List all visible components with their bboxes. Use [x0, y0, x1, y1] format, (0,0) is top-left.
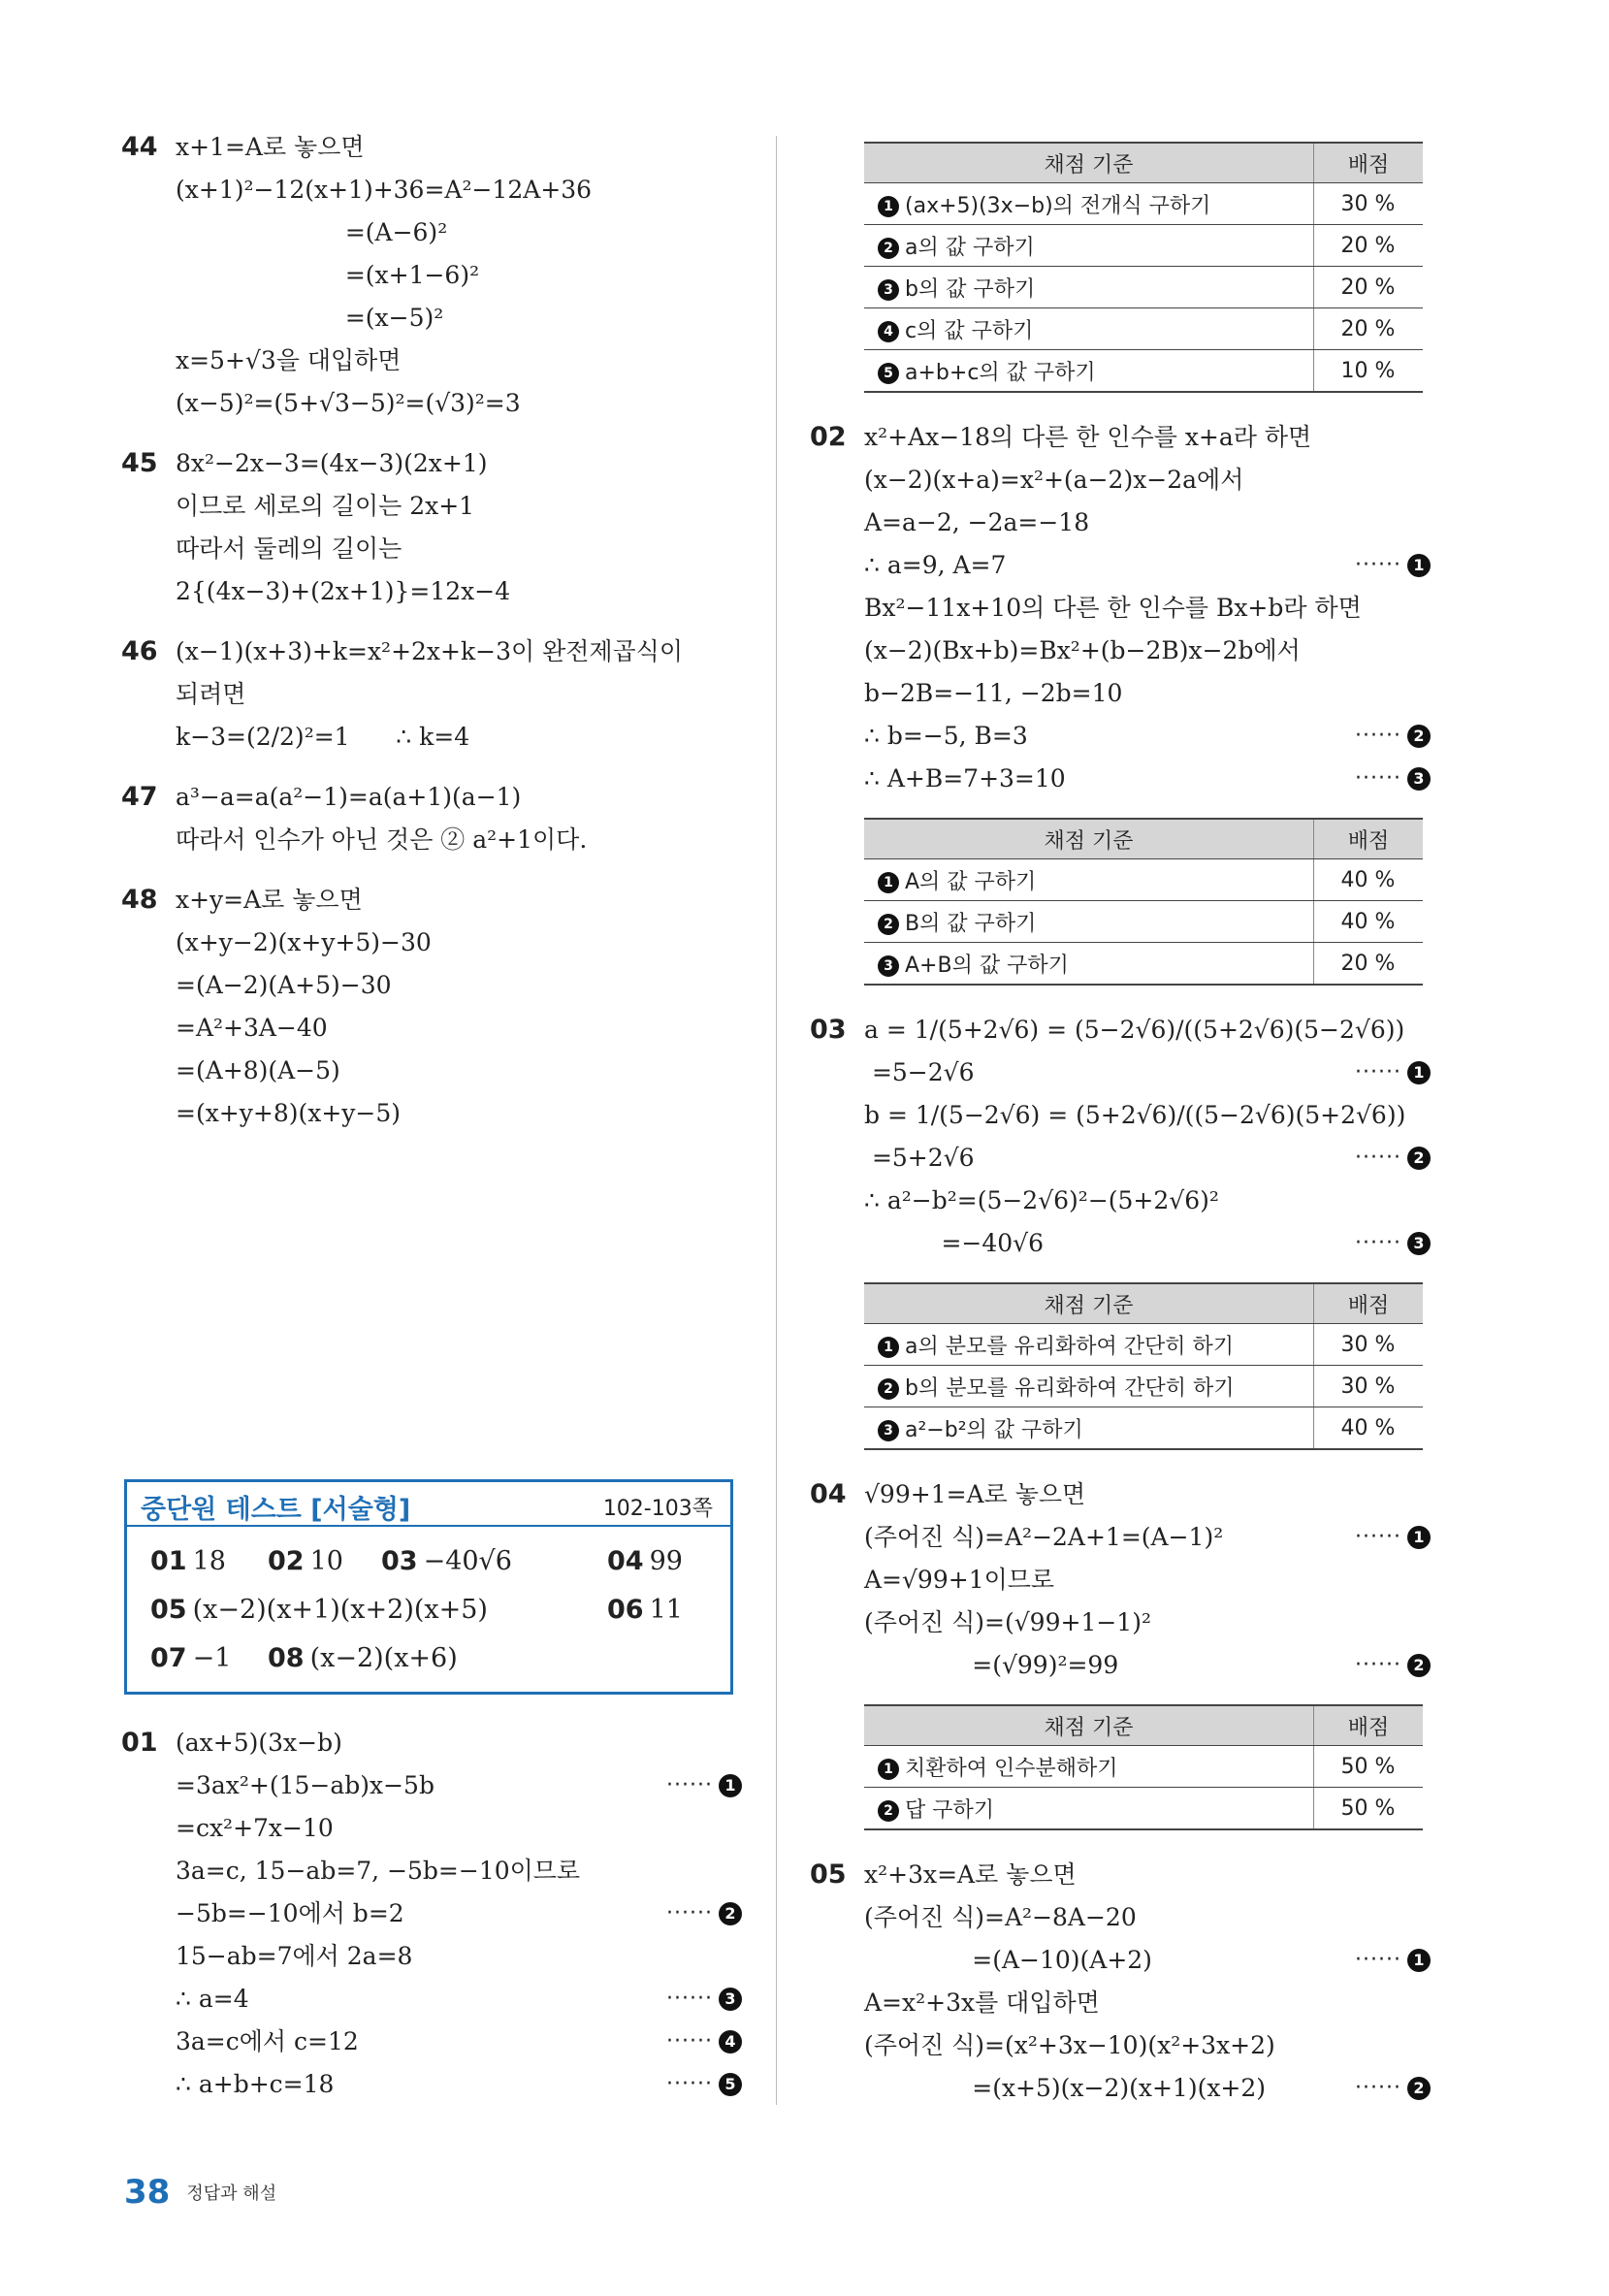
solution-text: A=x²+3x를 대입하면 — [864, 1989, 1100, 2017]
step-number-icon: 2 — [878, 238, 899, 259]
solution-line — [864, 1051, 1431, 1094]
solution-line — [176, 1764, 742, 1807]
solution-line — [864, 1473, 1431, 1516]
problem-number: 03 — [810, 1015, 847, 1045]
solution-text: a = 1/(5+2√6) = (5−2√6)/((5+2√6)(5−2√6)) — [864, 1016, 1405, 1044]
solution-text: √99+1=A로 놓으면 — [864, 1480, 1086, 1508]
solution-line — [176, 1850, 742, 1892]
solution-text: =(A−6)² — [176, 218, 448, 246]
step-marker — [1355, 2067, 1431, 2110]
solution-text: =3ax²+(15−ab)x−5b — [176, 1771, 434, 1799]
problem-body — [864, 1854, 1431, 2110]
score-header: 배점 — [1314, 1705, 1424, 1746]
solution-line — [176, 2021, 742, 2063]
solution-line — [176, 528, 742, 570]
score-header: 배점 — [1314, 1283, 1424, 1324]
solution-line — [864, 1939, 1431, 1982]
solution-text: −5b=−10에서 b=2 — [176, 1899, 404, 1927]
problem-number: 48 — [121, 885, 158, 915]
score-cell: 30 % — [1314, 183, 1424, 225]
solution-text: ∴ a²−b²=(5−2√6)²−(5+2√6)² — [864, 1186, 1219, 1214]
mid-unit-test-box — [124, 1479, 733, 1695]
step-marker — [666, 2063, 742, 2106]
step-marker — [1355, 1051, 1431, 1094]
step-number-icon: 2 — [1407, 2077, 1431, 2100]
step-dots: ······ — [666, 1901, 713, 1925]
grading-row — [864, 267, 1423, 308]
step-number-icon: 2 — [878, 1378, 899, 1400]
step-number-icon: 1 — [1407, 1061, 1431, 1084]
solution-text: ∴ a+b+c=18 — [176, 2070, 335, 2098]
problem-number: 47 — [121, 782, 158, 812]
criteria-cell — [864, 308, 1314, 350]
score-cell: 20 % — [1314, 943, 1424, 986]
solution-text: 8x²−2x−3=(4x−3)(2x+1) — [176, 449, 488, 477]
solution-text: (주어진 식)=(√99+1−1)² — [864, 1608, 1151, 1636]
score-cell: 50 % — [1314, 1788, 1424, 1830]
solution-text: b−2B=−11, −2b=10 — [864, 679, 1123, 707]
step-marker — [1355, 1222, 1431, 1265]
grading-table — [864, 1282, 1423, 1450]
step-number-icon: 1 — [1407, 554, 1431, 577]
solution-line — [864, 1601, 1431, 1644]
step-marker — [1355, 758, 1431, 800]
solution-text: 3a=c, 15−ab=7, −5b=−10이므로 — [176, 1857, 581, 1885]
criteria-text: b의 분모를 유리화하여 간단히 하기 — [905, 1375, 1235, 1401]
step-number-icon: 2 — [719, 1902, 742, 1925]
solution-text: 따라서 인수가 아닌 것은 ② a²+1이다. — [176, 825, 588, 854]
solution-text: (x−2)(x+a)=x²+(a−2)x−2a에서 — [864, 466, 1244, 494]
solution-text: =(A−2)(A+5)−30 — [176, 971, 392, 999]
solution-text: Bx²−11x+10의 다른 한 인수를 Bx+b라 하면 — [864, 594, 1362, 622]
score-cell: 30 % — [1314, 1366, 1424, 1407]
right-column — [810, 136, 1431, 2127]
solution-text: =5+2√6 — [864, 1144, 975, 1172]
step-dots: ······ — [1355, 2076, 1401, 2100]
grading-row — [864, 943, 1423, 986]
step-number-icon: 3 — [878, 279, 899, 301]
answer-item: 01 18 — [150, 1546, 226, 1576]
criteria-header: 채점 기준 — [864, 143, 1314, 183]
solution-line — [176, 570, 742, 613]
solution-line — [176, 922, 742, 964]
solution-line — [176, 1892, 742, 1935]
step-number-icon: 2 — [1407, 725, 1431, 748]
score-cell: 40 % — [1314, 901, 1424, 943]
step-number-icon: 5 — [878, 363, 899, 384]
grading-row — [864, 308, 1423, 350]
solution-line — [176, 382, 742, 425]
grading-table — [864, 142, 1423, 393]
grading-row — [864, 1366, 1423, 1407]
solution-line — [176, 254, 742, 297]
problem-body — [176, 442, 742, 613]
solution-line — [864, 544, 1431, 587]
step-number-icon: 3 — [878, 955, 899, 977]
step-marker — [1355, 1939, 1431, 1982]
step-number-icon: 3 — [1407, 767, 1431, 791]
step-dots: ······ — [1355, 1653, 1401, 1677]
answer-item: 06 11 — [607, 1595, 683, 1625]
solution-line — [864, 1009, 1431, 1051]
solution-line — [176, 442, 742, 485]
solution-text: =−40√6 — [864, 1229, 1045, 1257]
criteria-cell — [864, 1788, 1314, 1830]
problem-number: 45 — [121, 448, 158, 478]
column-divider — [776, 136, 777, 2105]
solution-line — [864, 1137, 1431, 1180]
solution-line — [864, 1180, 1431, 1222]
solution-line — [864, 715, 1431, 758]
solution-text: k−3=(2/2)²=1 ∴ k=4 — [176, 723, 470, 751]
problem-45 — [121, 442, 742, 613]
solution-text: (x+1)²−12(x+1)+36=A²−12A+36 — [176, 176, 593, 204]
problem-03 — [810, 1009, 1431, 1265]
step-number-icon: 1 — [1407, 1949, 1431, 1972]
solution-text: (주어진 식)=A²−2A+1=(A−1)² — [864, 1523, 1224, 1551]
solution-text: =(√99)²=99 — [864, 1651, 1119, 1679]
solution-text: (주어진 식)=(x²+3x−10)(x²+3x+2) — [864, 2031, 1275, 2059]
solution-line — [176, 1807, 742, 1850]
score-cell: 30 % — [1314, 1324, 1424, 1366]
step-dots: ······ — [666, 2029, 713, 2053]
problem-body — [864, 1009, 1431, 1265]
problem-body — [176, 879, 742, 1135]
solution-line — [176, 1007, 742, 1050]
solution-line — [176, 964, 742, 1007]
answer-item: 04 99 — [607, 1546, 683, 1576]
criteria-text: 치환하여 인수분해하기 — [905, 1756, 1118, 1781]
problem-number: 46 — [121, 636, 158, 666]
solution-text: =(x+y+8)(x+y−5) — [176, 1099, 402, 1127]
solution-line — [176, 126, 742, 169]
footer-label: 정답과 해설 — [186, 2183, 277, 2204]
grading-row — [864, 350, 1423, 393]
solution-text: x²+3x=A로 놓으면 — [864, 1860, 1077, 1889]
solution-text: (x−5)²=(5+√3−5)²=(√3)²=3 — [176, 389, 521, 417]
answer-item: 03 −40√6 — [381, 1546, 512, 1576]
page-footer — [124, 2173, 276, 2212]
solution-line — [864, 1854, 1431, 1896]
problem-01 — [121, 1722, 742, 2106]
solution-line — [864, 2067, 1431, 2110]
solution-text: =(x−5)² — [176, 304, 444, 332]
solution-line — [864, 501, 1431, 544]
step-marker — [1355, 715, 1431, 758]
left-column — [121, 126, 742, 1152]
score-header: 배점 — [1314, 819, 1424, 859]
step-number-icon: 4 — [878, 321, 899, 342]
criteria-text: A+B의 값 구하기 — [905, 953, 1069, 978]
solution-text: a³−a=a(a²−1)=a(a+1)(a−1) — [176, 783, 522, 811]
step-dots: ······ — [666, 1987, 713, 2011]
grading-row — [864, 183, 1423, 225]
solution-text: x=5+√3을 대입하면 — [176, 346, 402, 374]
solution-text: 따라서 둘레의 길이는 — [176, 534, 402, 563]
score-cell: 10 % — [1314, 350, 1424, 393]
step-marker — [1355, 1137, 1431, 1180]
criteria-cell — [864, 1407, 1314, 1450]
score-cell: 40 % — [1314, 859, 1424, 901]
problem-01-block — [121, 1722, 742, 2123]
criteria-text: A의 값 구하기 — [905, 869, 1037, 894]
grading-row — [864, 225, 1423, 267]
solution-line — [176, 716, 742, 759]
step-number-icon: 1 — [878, 196, 899, 217]
step-dots: ······ — [1355, 1231, 1401, 1255]
criteria-header: 채점 기준 — [864, 819, 1314, 859]
solution-text: (ax+5)(3x−b) — [176, 1729, 342, 1757]
solution-text: (x−1)(x+3)+k=x²+2x+k−3이 완전제곱식이 — [176, 637, 683, 665]
problem-body — [864, 1473, 1431, 1687]
criteria-text: (ax+5)(3x−b)의 전개식 구하기 — [905, 193, 1211, 218]
solution-line — [864, 630, 1431, 672]
step-marker — [666, 1764, 742, 1807]
score-cell: 50 % — [1314, 1746, 1424, 1788]
solution-text: A=a−2, −2a=−18 — [864, 508, 1090, 536]
step-number-icon: 3 — [719, 1988, 742, 2011]
answer-item: 08 (x−2)(x+6) — [268, 1643, 458, 1673]
problem-44 — [121, 126, 742, 425]
solution-line — [864, 1559, 1431, 1601]
grading-row — [864, 1788, 1423, 1830]
solution-line — [864, 1516, 1431, 1559]
problem-46 — [121, 631, 742, 759]
step-dots: ······ — [1355, 766, 1401, 791]
step-dots: ······ — [666, 1773, 713, 1797]
criteria-text: a의 값 구하기 — [905, 235, 1035, 260]
test-box-header — [127, 1482, 730, 1527]
problem-number: 01 — [121, 1728, 158, 1758]
step-number-icon: 1 — [878, 872, 899, 893]
problem-number: 04 — [810, 1479, 847, 1509]
step-number-icon: 1 — [878, 1337, 899, 1358]
solution-text: =(A+8)(A−5) — [176, 1056, 340, 1084]
grading-header-row — [864, 1705, 1423, 1746]
step-number-icon: 2 — [878, 1800, 899, 1822]
solution-line — [176, 819, 742, 861]
grading-row — [864, 1324, 1423, 1366]
step-dots: ······ — [1355, 1948, 1401, 1972]
step-number-icon: 1 — [719, 1774, 742, 1797]
criteria-cell — [864, 350, 1314, 393]
solution-line — [864, 672, 1431, 715]
grading-row — [864, 1407, 1423, 1450]
score-cell: 20 % — [1314, 267, 1424, 308]
step-number-icon: 1 — [1407, 1526, 1431, 1549]
criteria-text: a²−b²의 값 구하기 — [905, 1417, 1083, 1442]
step-dots: ······ — [1355, 1525, 1401, 1549]
solution-text: x+1=A로 놓으면 — [176, 133, 365, 161]
problem-02 — [810, 416, 1431, 800]
criteria-cell — [864, 225, 1314, 267]
step-marker — [1355, 1516, 1431, 1559]
step-dots: ······ — [666, 2072, 713, 2096]
step-marker — [1355, 1644, 1431, 1687]
problem-body — [176, 126, 742, 425]
solution-line — [176, 673, 742, 716]
solution-line — [864, 1094, 1431, 1137]
criteria-cell — [864, 1324, 1314, 1366]
criteria-cell — [864, 183, 1314, 225]
step-dots: ······ — [1355, 724, 1401, 748]
solution-line — [176, 340, 742, 382]
grading-row — [864, 1746, 1423, 1788]
problem-body — [864, 416, 1431, 800]
criteria-cell — [864, 901, 1314, 943]
solution-text: =A²+3A−40 — [176, 1014, 328, 1042]
solution-line — [864, 1982, 1431, 2024]
step-dots: ······ — [1355, 1060, 1401, 1084]
solution-text: ∴ A+B=7+3=10 — [864, 764, 1066, 792]
solution-text: b = 1/(5−2√6) = (5+2√6)/((5−2√6)(5+2√6)) — [864, 1101, 1406, 1129]
test-box-pages: 102-103쪽 — [602, 1497, 713, 1521]
problem-47 — [121, 776, 742, 861]
step-number-icon: 4 — [719, 2030, 742, 2053]
criteria-cell — [864, 943, 1314, 986]
solution-line — [176, 211, 742, 254]
solution-text: (x−2)(Bx+b)=Bx²+(b−2B)x−2b에서 — [864, 636, 1301, 664]
criteria-text: a의 분모를 유리화하여 간단히 하기 — [905, 1334, 1234, 1359]
solution-text: ∴ a=9, A=7 — [864, 551, 1007, 579]
grading-row — [864, 859, 1423, 901]
answer-item: 05 (x−2)(x+1)(x+2)(x+5) — [150, 1595, 488, 1625]
problem-05 — [810, 1854, 1431, 2110]
step-marker — [666, 1892, 742, 1935]
step-marker — [1355, 544, 1431, 587]
step-marker — [666, 2021, 742, 2063]
criteria-cell — [864, 859, 1314, 901]
solution-text: =(x+5)(x−2)(x+1)(x+2) — [864, 2074, 1267, 2102]
answer-item: 02 10 — [268, 1546, 343, 1576]
solution-text: 15−ab=7에서 2a=8 — [176, 1942, 413, 1970]
solution-text: =(x+1−6)² — [176, 261, 480, 289]
solution-text: A=√99+1이므로 — [864, 1566, 1055, 1594]
step-marker — [666, 1978, 742, 2021]
grading-table — [864, 818, 1423, 986]
solution-text: 3a=c에서 c=12 — [176, 2027, 359, 2055]
solution-line — [176, 879, 742, 922]
step-number-icon: 3 — [1407, 1232, 1431, 1255]
grading-header-row — [864, 1283, 1423, 1324]
solution-line — [176, 1092, 742, 1135]
solution-line — [864, 758, 1431, 800]
solution-line — [176, 776, 742, 819]
solution-line — [176, 2063, 742, 2106]
criteria-text: 답 구하기 — [905, 1797, 995, 1823]
grading-table — [864, 1704, 1423, 1830]
solution-line — [176, 297, 742, 340]
problem-48 — [121, 879, 742, 1135]
problem-body — [176, 1722, 742, 2106]
problem-body — [176, 776, 742, 861]
solution-text: (주어진 식)=A²−8A−20 — [864, 1903, 1137, 1931]
solution-text: =(A−10)(A+2) — [864, 1946, 1152, 1974]
solution-line — [176, 485, 742, 528]
solution-line — [176, 169, 742, 211]
step-number-icon: 2 — [1407, 1654, 1431, 1677]
score-cell: 20 % — [1314, 308, 1424, 350]
solution-line — [864, 587, 1431, 630]
solution-text: x²+Ax−18의 다른 한 인수를 x+a라 하면 — [864, 423, 1312, 451]
solution-line — [176, 631, 742, 673]
solution-line — [864, 459, 1431, 501]
solution-line — [176, 1935, 742, 1978]
problem-body — [176, 631, 742, 759]
solution-text: =5−2√6 — [864, 1058, 975, 1086]
solution-line — [176, 1722, 742, 1764]
test-box-title: 중단원 테스트 [서술형] — [141, 1495, 411, 1525]
solution-line — [864, 1222, 1431, 1265]
grading-header-row — [864, 143, 1423, 183]
problem-number: 02 — [810, 422, 847, 452]
solution-text: ∴ b=−5, B=3 — [864, 722, 1028, 750]
step-number-icon: 3 — [878, 1420, 899, 1441]
problem-number: 05 — [810, 1859, 847, 1890]
solution-text: 되려면 — [176, 680, 246, 708]
score-cell: 40 % — [1314, 1407, 1424, 1450]
score-header: 배점 — [1314, 143, 1424, 183]
solution-text: 2{(4x−3)+(2x+1)}=12x−4 — [176, 577, 511, 605]
problem-number: 44 — [121, 132, 158, 162]
solution-line — [176, 1050, 742, 1092]
answer-item: 07 −1 — [150, 1643, 232, 1673]
solution-text: ∴ a=4 — [176, 1985, 249, 2013]
score-cell: 20 % — [1314, 225, 1424, 267]
solution-line — [864, 1896, 1431, 1939]
step-number-icon: 1 — [878, 1759, 899, 1780]
step-number-icon: 2 — [1407, 1147, 1431, 1170]
solution-text: (x+y−2)(x+y+5)−30 — [176, 928, 432, 956]
solution-text: 이므로 세로의 길이는 2x+1 — [176, 492, 475, 520]
criteria-text: b의 값 구하기 — [905, 276, 1036, 302]
grading-row — [864, 901, 1423, 943]
problem-04 — [810, 1473, 1431, 1687]
step-dots: ······ — [1355, 553, 1401, 577]
page-number: 38 — [124, 2173, 171, 2212]
criteria-header: 채점 기준 — [864, 1283, 1314, 1324]
solution-text: =cx²+7x−10 — [176, 1814, 334, 1842]
solution-line — [864, 1644, 1431, 1687]
step-number-icon: 5 — [719, 2073, 742, 2096]
solution-line — [864, 2024, 1431, 2067]
solution-line — [176, 1978, 742, 2021]
solution-line — [864, 416, 1431, 459]
criteria-header: 채점 기준 — [864, 1705, 1314, 1746]
grading-header-row — [864, 819, 1423, 859]
criteria-cell — [864, 1746, 1314, 1788]
step-number-icon: 2 — [878, 914, 899, 935]
criteria-text: B의 값 구하기 — [905, 911, 1037, 936]
step-dots: ······ — [1355, 1146, 1401, 1170]
solution-text: x+y=A로 놓으면 — [176, 886, 363, 914]
criteria-text: c의 값 구하기 — [905, 318, 1034, 343]
criteria-cell — [864, 1366, 1314, 1407]
criteria-text: a+b+c의 값 구하기 — [905, 360, 1096, 385]
criteria-cell — [864, 267, 1314, 308]
